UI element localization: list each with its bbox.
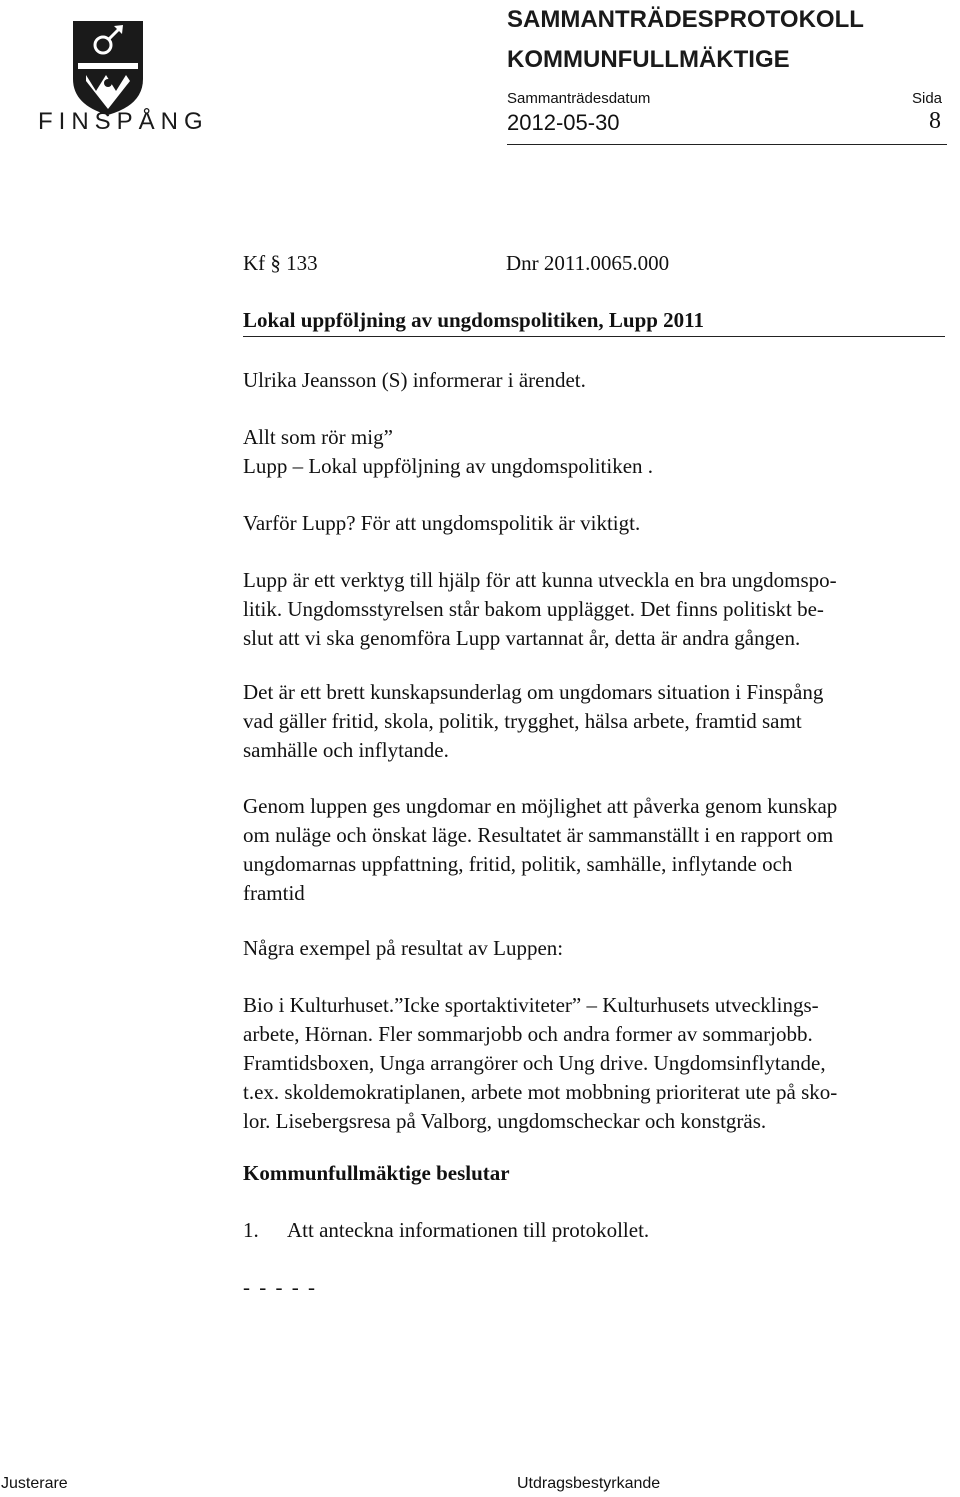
shield-ornament-dot — [104, 79, 112, 87]
body-line: framtid — [243, 881, 305, 905]
body-title: KOMMUNFULLMÄKTIGE — [507, 46, 790, 73]
document-type-title: SAMMANTRÄDESPROTOKOLL — [507, 6, 864, 33]
body-paragraph-4 — [243, 566, 945, 653]
body-paragraph-5 — [243, 678, 945, 765]
body-line: arbete, Hörnan. Fler sommarjobb och andra former av sommarjobb. — [243, 1022, 813, 1046]
decision-heading: Kommunfullmäktige beslutar — [243, 1161, 510, 1185]
end-marker: - - - - - — [243, 1275, 317, 1299]
body-line: Lupp är ett verktyg till hjälp för att kunna utveckla en bra ungdomspo- — [243, 568, 837, 592]
body-line: t.ex. skoldemokratiplanen, arbete mot mobbning prioriterat ute på sko- — [243, 1080, 838, 1104]
page-label: Sida — [912, 90, 943, 107]
body-line: vad gäller fritid, skola, politik, trygghet, hälsa arbete, framtid samt — [243, 709, 802, 733]
shield-band — [78, 63, 138, 69]
body-paragraph-8 — [243, 991, 945, 1136]
body-line: samhälle och inflytande. — [243, 738, 449, 762]
body-paragraph-7: Några exempel på resultat av Luppen: — [243, 936, 564, 960]
body-line: Lupp – Lokal uppföljning av ungdomspolitiken . — [243, 454, 654, 478]
body-line: litik. Ungdomsstyrelsen står bakom upplägget. Det finns politiskt be- — [243, 597, 824, 621]
decision-item-number: 1. — [243, 1218, 259, 1242]
body-line: Det är ett brett kunskapsunderlag om ungdomars situation i Finspång — [243, 680, 824, 704]
body-paragraph-2 — [243, 423, 945, 481]
diary-number: Dnr 2011.0065.000 — [506, 251, 670, 275]
item-title-underline — [243, 336, 945, 337]
body-paragraph-3: Varför Lupp? För att ungdomspolitik är viktigt. — [243, 511, 641, 535]
body-line: lor. Lisebergsresa på Valborg, ungdomscheckar och konstgräs. — [243, 1109, 767, 1133]
decision-item-text: Att anteckna informationen till protokollet. — [287, 1218, 650, 1242]
body-paragraph-1: Ulrika Jeansson (S) informerar i ärendet. — [243, 368, 586, 392]
meeting-date-value: 2012-05-30 — [507, 110, 620, 135]
page-number: 8 — [929, 108, 941, 134]
footer-utdragsbestyrkande: Utdragsbestyrkande — [517, 1475, 661, 1492]
body-line: Allt som rör mig” — [243, 425, 393, 449]
body-line: Genom luppen ges ungdomar en möjlighet att påverka genom kunskap — [243, 794, 838, 818]
paragraph-reference: Kf § 133 — [243, 251, 318, 275]
body-line: Framtidsboxen, Unga arrangörer och Ung drive. Ungdomsinflytande, — [243, 1051, 826, 1075]
body-line: om nuläge och önskat läge. Resultatet är sammanställt i en rapport om — [243, 823, 834, 847]
body-line: Bio i Kulturhuset.”Icke sportaktiviteter” – Kulturhusets utvecklings- — [243, 993, 819, 1017]
meeting-date-label: Sammanträdesdatum — [507, 90, 651, 107]
header-divider — [507, 144, 947, 145]
body-line: slut att vi ska genomföra Lupp vartannat år, detta är andra gången. — [243, 626, 801, 650]
logo-wordmark: FINSPÅNG — [38, 108, 209, 135]
body-paragraph-6 — [243, 792, 945, 908]
body-line: ungdomarnas uppfattning, fritid, politik, samhälle, inflytande och — [243, 852, 793, 876]
item-title: Lokal uppföljning av ungdomspolitiken, Lupp 2011 — [243, 308, 705, 332]
footer-justerare: Justerare — [1, 1475, 68, 1492]
